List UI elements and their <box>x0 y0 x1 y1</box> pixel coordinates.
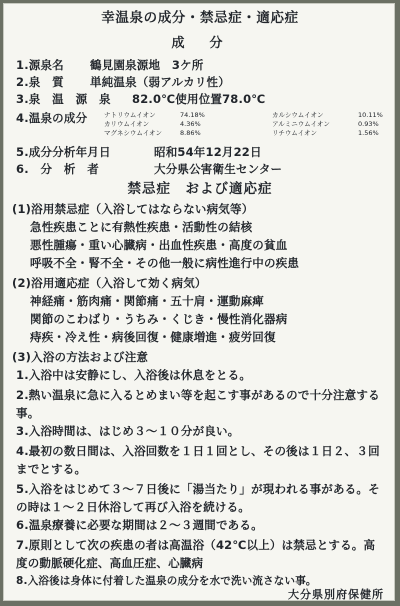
analysis-date-label: 5.成分分析年月日 <box>16 145 111 159</box>
mineral-item: カリウムイオン <box>104 120 150 128</box>
source-label: 1.源泉名 <box>16 58 64 72</box>
temperature-value: 82.0℃使用位置78.0℃ <box>132 92 266 106</box>
contraindications-heading: (1)浴用禁忌症（入浴してはならない病気等） <box>12 202 254 216</box>
quality-label: 2.泉 質 <box>16 75 64 89</box>
components-label: 4.温泉の成分 <box>16 111 88 125</box>
indications-subheading: (2)浴用適応症（入浴して効く病気） <box>12 276 207 290</box>
method-item: 6.温泉療養に必要な期間は２～３週間である。 <box>16 518 263 532</box>
analyst-value: 大分県公害衛生センター <box>154 162 283 176</box>
analysis-date-value: 昭和54年12月22日 <box>154 145 262 159</box>
mineral-item: マグネシウムイオン <box>104 129 163 137</box>
contraindication-line: 悪性腫瘍・重い心臓病・出血性疾患・高度の貧血 <box>30 238 288 252</box>
contraindication-line: 呼吸不全・腎不全・その他一般に病性進行中の疾患 <box>30 256 300 270</box>
method-item: 8.入浴後は身体に付着した温泉の成分を水で洗い流さない事。 <box>16 575 317 587</box>
mineral-percent: 74.18% <box>180 111 205 119</box>
bathing-method-heading: (3)入浴の方法および注意 <box>12 350 149 364</box>
mineral-percent: 4.36% <box>180 120 201 128</box>
temperature-label: 3.泉 温 源 泉 <box>16 92 111 106</box>
sign-title: 幸温泉の成分・禁忌症・適応症 <box>101 10 299 26</box>
analyst-label: 6. 分 析 者 <box>16 162 99 176</box>
information-signboard <box>3 3 395 601</box>
components-heading: 成 分 <box>171 36 229 51</box>
issuer-footer: 大分県別府保健所 <box>288 588 384 601</box>
method-item: 2.熱い温泉に急に入るとめまい等を起こす事があるので十分注意する事。 <box>16 388 380 420</box>
method-item: 3.入浴時間は、はじめ３～１０分が良い。 <box>16 424 240 438</box>
mineral-percent: 10.11% <box>358 111 383 119</box>
quality-value: 単純温泉（弱アルカリ性） <box>90 75 230 89</box>
mineral-item: アルミニウムイオン <box>272 120 330 128</box>
contraindication-line: 急性疾患ことに有熱性疾患・活動性の結核 <box>30 220 253 234</box>
mineral-item: カルシウムイオン <box>272 111 324 119</box>
method-item: 7.原則として次の疾患の者は高温浴（42℃以上）は禁忌とする。高度の動脈硬化症、高血圧症、心臓病 <box>16 538 376 570</box>
mineral-item: ナトリウムイオン <box>104 111 156 119</box>
method-item: 5.入浴をはじめて３～７日後に「湯当たり」が現われる事がある。その時は１～２日休浴して再び入浴を続ける。 <box>16 482 380 514</box>
indications-heading: 禁忌症 および適応症 <box>127 181 273 197</box>
mineral-percent: 1.56% <box>358 129 379 137</box>
method-item: 1.入浴中は安静にし、入浴後は休息をとる。 <box>16 368 252 382</box>
source-value: 鶴見園泉源地 3ケ所 <box>90 58 204 72</box>
indication-line: 関節のこわばり・うちみ・くじき・慢性消化器病 <box>30 312 288 326</box>
method-item: 4.最初の数日間は、入浴回数を１日１回とし、その後は１日２、３回までとする。 <box>16 444 380 476</box>
indication-line: 神経痛・筋肉痛・関節痛・五十肩・運動麻痺 <box>30 294 264 308</box>
mineral-item: リチウムイオン <box>272 129 317 137</box>
mineral-percent: 8.86% <box>180 129 201 137</box>
mineral-percent: 0.93% <box>358 120 379 128</box>
indication-line: 痔疾・冷え性・病後回復・健康増進・疲労回復 <box>30 330 276 344</box>
